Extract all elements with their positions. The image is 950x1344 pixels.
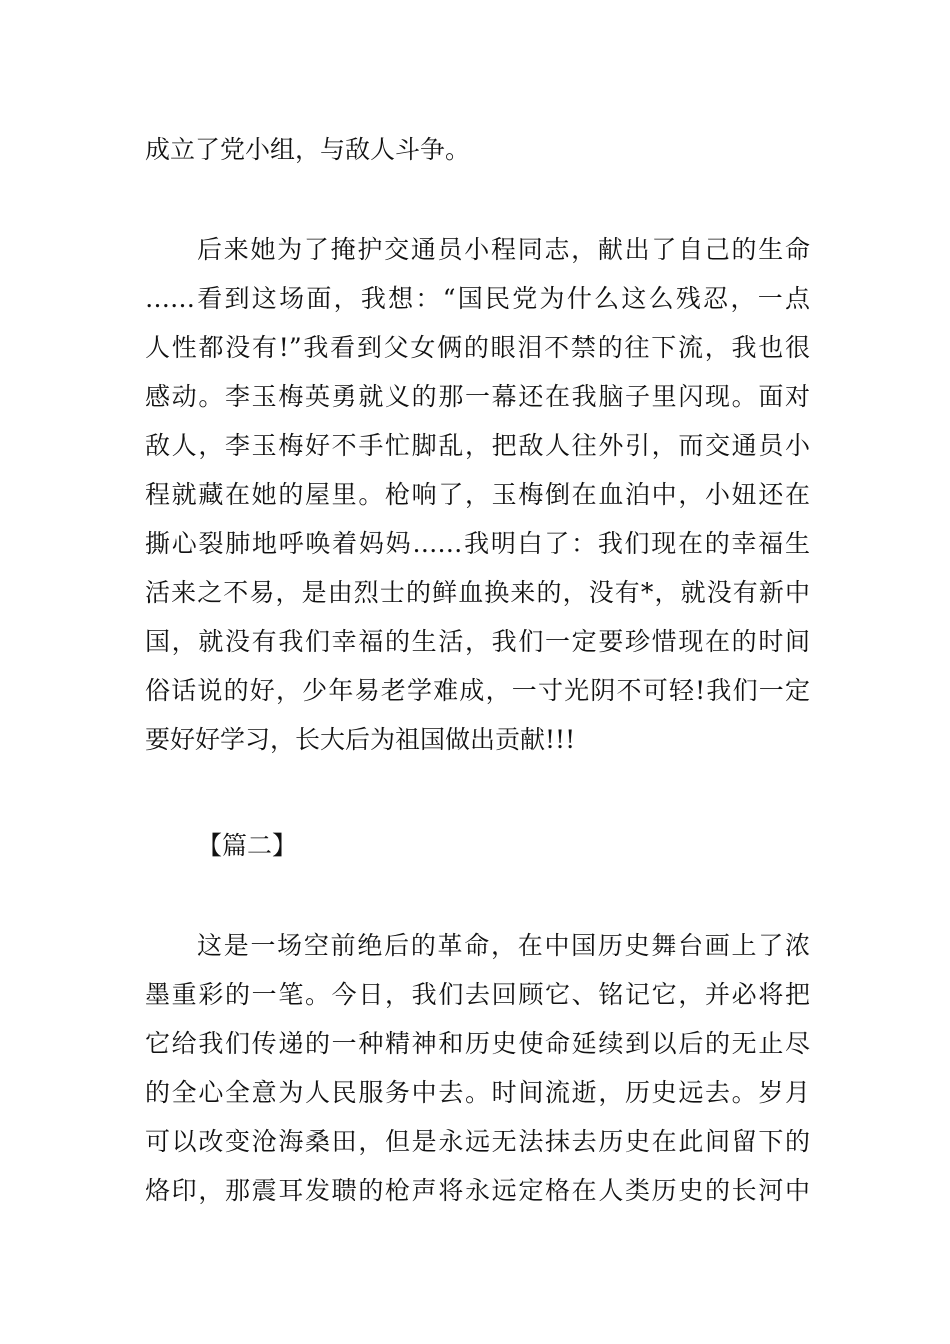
paragraph-2-line-7: 撕心裂肺地呼唤着妈妈……我明白了：我们现在的幸福生: [145, 529, 810, 558]
paragraph-2-line-4: 感动。李玉梅英勇就义的那一幕还在我脑子里闪现。面对: [145, 382, 810, 411]
paragraph-2-line-8: 活来之不易，是由烈士的鲜血换来的，没有*，就没有新中: [145, 578, 810, 607]
paragraph-2-line-5: 敌人，李玉梅好不手忙脚乱，把敌人往外引，而交通员小: [145, 431, 810, 460]
paragraph-2-line-6: 程就藏在她的屋里。枪响了，玉梅倒在血泊中，小妞还在: [145, 480, 810, 509]
paragraph-1-line-1: 成立了党小组，与敌人斗争。: [145, 135, 471, 164]
paragraph-2-line-3: 人性都没有!”我看到父女俩的眼泪不禁的往下流，我也很: [145, 333, 810, 362]
paragraph-3-line-4: 的全心全意为人民服务中去。时间流逝，历史远去。岁月: [145, 1078, 810, 1107]
paragraph-3-line-1: 这是一场空前绝后的革命，在中国历史舞台画上了浓: [197, 931, 810, 960]
paragraph-2-line-10: 俗话说的好，少年易老学难成，一寸光阴不可轻!我们一定: [145, 676, 810, 705]
paragraph-3-line-5: 可以改变沧海桑田，但是永远无法抹去历史在此间留下的: [145, 1127, 810, 1156]
paragraph-3-line-3: 它给我们传递的一种精神和历史使命延续到以后的无止尽: [145, 1029, 810, 1058]
section-heading: 【篇二】: [197, 831, 298, 860]
paragraph-3-line-2: 墨重彩的一笔。今日，我们去回顾它、铭记它，并必将把: [145, 980, 810, 1009]
paragraph-2-line-11: 要好好学习，长大后为祖国做出贡献!!!: [145, 725, 576, 754]
paragraph-2-line-9: 国，就没有我们幸福的生活，我们一定要珍惜现在的时间: [145, 627, 810, 656]
paragraph-2-line-1: 后来她为了掩护交通员小程同志，献出了自己的生命: [197, 235, 810, 264]
paragraph-2-line-2: ……看到这场面，我想：“国民党为什么这么残忍，一点: [145, 284, 810, 313]
paragraph-3-line-6: 烙印，那震耳发聩的枪声将永远定格在人类历史的长河中: [145, 1176, 810, 1205]
